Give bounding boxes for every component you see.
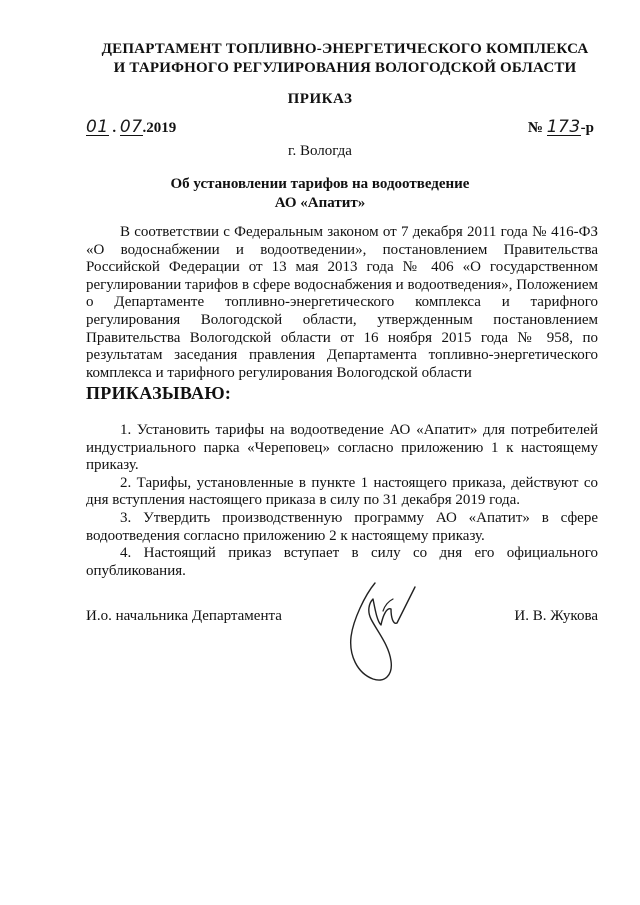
doc-type-title: ПРИКАЗ <box>287 91 353 107</box>
department-header <box>60 40 630 78</box>
order-item: 4. Настоящий приказ вступает в силу со дня его официального опубликования. <box>86 545 598 579</box>
order-item: 2. Тарифы, установленные в пункте 1 настоящего приказа, действуют со дня вступления настоящего приказа в силу по 31 декабря 2019 года. <box>86 474 598 509</box>
number-value: 173 <box>546 117 581 137</box>
decree-word: ПРИКАЗЫВАЮ: <box>86 383 232 403</box>
department-line-2: И ТАРИФНОГО РЕГУЛИРОВАНИЯ ВОЛОГОДСКОЙ ОБЛАСТИ <box>113 60 577 76</box>
number-prefix: № <box>527 120 543 136</box>
order-items <box>86 422 598 580</box>
number-suffix: -р <box>580 120 594 136</box>
subject-line-2: АО «Апатит» <box>274 195 366 211</box>
order-item: 1. Установить тарифы на водоотведение АО «Апатит» для потребителей индустриального парка «Череповец» согласно приложению 1 к настоящему приказу. <box>86 422 598 474</box>
date-year: .2019 <box>142 120 177 136</box>
order-number <box>528 119 594 137</box>
signatory-position: И.о. начальника Департамента <box>86 608 282 624</box>
city: г. Вологда <box>288 143 352 159</box>
subject-line-1: Об установлении тарифов на водоотведение <box>170 176 470 192</box>
department-line-1: ДЕПАРТАМЕНТ ТОПЛИВНО-ЭНЕРГЕТИЧЕСКОГО КОМПЛЕКСА <box>101 41 589 57</box>
preamble-paragraph: В соответствии с Федеральным законом от 7 декабря 2011 года № 416-ФЗ «О водоснабжении и водоотведении», постановлением Правительства Российской Федерации от 13 мая 2013 года № 406 «О государственном регулировании тарифов в сфере водоснабжения и водоотведения», Положением о Департаменте топливно-энергетического комплекса и тарифного регулирования Вологодской области, утвержденным постановлением Правительства Вологодской области от 16 ноября 2015 года № 958, по результатам заседания правления Департамента топливно-энергетического комплекса и тарифного регулирования Вологодской области <box>86 224 598 381</box>
date-month: 07 <box>119 117 143 137</box>
order-date: 01 . 07.2019 <box>86 117 177 137</box>
order-subject <box>0 175 640 213</box>
date-number-row <box>86 119 594 145</box>
order-item: 3. Утвердить производственную программу АО «Апатит» в сфере водоотведения согласно приложению 2 к настоящему приказу. <box>86 509 598 544</box>
handwritten-signature-icon <box>335 575 430 685</box>
date-day: 01 <box>86 117 109 137</box>
signatory-name: И. В. Жукова <box>514 608 598 624</box>
